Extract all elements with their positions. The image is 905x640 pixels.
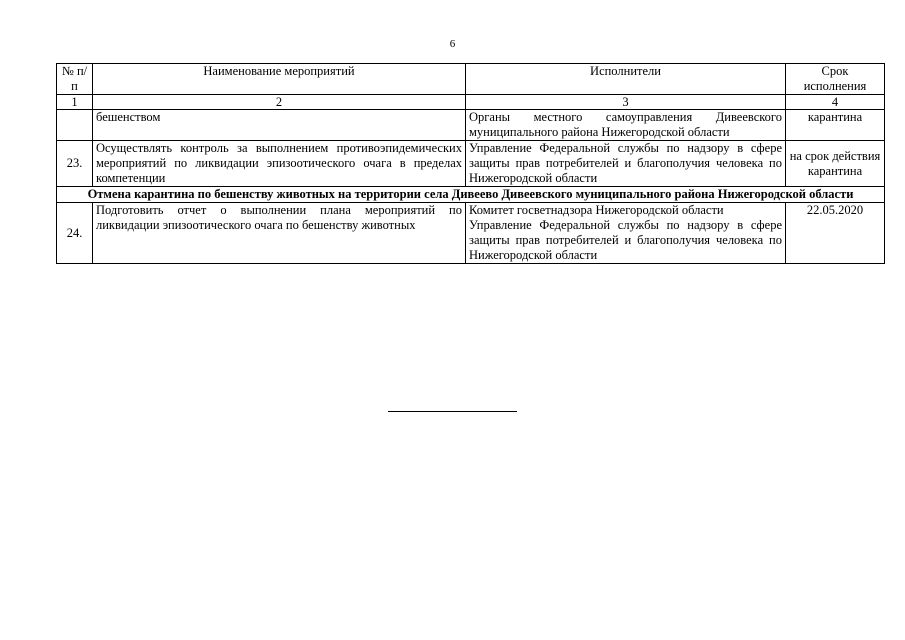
column-index-row bbox=[57, 95, 885, 110]
row-term: 22.05.2020 bbox=[786, 203, 885, 264]
column-index-3: 3 bbox=[466, 95, 786, 110]
column-index-4: 4 bbox=[786, 95, 885, 110]
row-num bbox=[57, 110, 93, 141]
header-name: Наименование мероприятий bbox=[93, 64, 466, 95]
header-term: Срок исполнения bbox=[786, 64, 885, 95]
row-num: 24. bbox=[57, 203, 93, 264]
row-term: на срок действия карантина bbox=[786, 141, 885, 187]
page-number: 6 bbox=[449, 38, 456, 50]
column-index-1: 1 bbox=[57, 95, 93, 110]
plan-table bbox=[56, 63, 885, 264]
table-header-row bbox=[57, 64, 885, 95]
closing-divider-line bbox=[388, 411, 517, 412]
table-row bbox=[57, 141, 885, 187]
row-term: карантина bbox=[786, 110, 885, 141]
row-executors: Органы местного самоуправления Дивеевского муниципального района Нижегородской области bbox=[466, 110, 786, 141]
row-num: 23. bbox=[57, 141, 93, 187]
section-header-row bbox=[57, 187, 885, 203]
section-title: Отмена карантина по бешенству животных на территории села Дивеево Дивеевского муниципального района Нижегородской области bbox=[57, 187, 885, 203]
table-row bbox=[57, 203, 885, 264]
header-executors: Исполнители bbox=[466, 64, 786, 95]
table-row bbox=[57, 110, 885, 141]
row-executors bbox=[466, 203, 786, 264]
row-name: Осуществлять контроль за выполнением противоэпидемических мероприятий по ликвидации эпизоотического очага в пределах компетенции bbox=[93, 141, 466, 187]
row-name: Подготовить отчет о выполнении плана мероприятий по ликвидации эпизоотического очага по бешенству животных bbox=[93, 203, 466, 264]
row-executors: Управление Федеральной службы по надзору в сфере защиты прав потребителей и благополучия человека по Нижегородской области bbox=[466, 141, 786, 187]
row-executors-line-2: Управление Федеральной службы по надзору в сфере защиты прав потребителей и благополучия человека по Нижегородской области bbox=[469, 218, 782, 262]
row-executors-line-1: Комитет госветнадзора Нижегородской области bbox=[469, 203, 724, 217]
row-name: бешенством bbox=[93, 110, 466, 141]
column-index-2: 2 bbox=[93, 95, 466, 110]
header-num: № п/п bbox=[57, 64, 93, 95]
